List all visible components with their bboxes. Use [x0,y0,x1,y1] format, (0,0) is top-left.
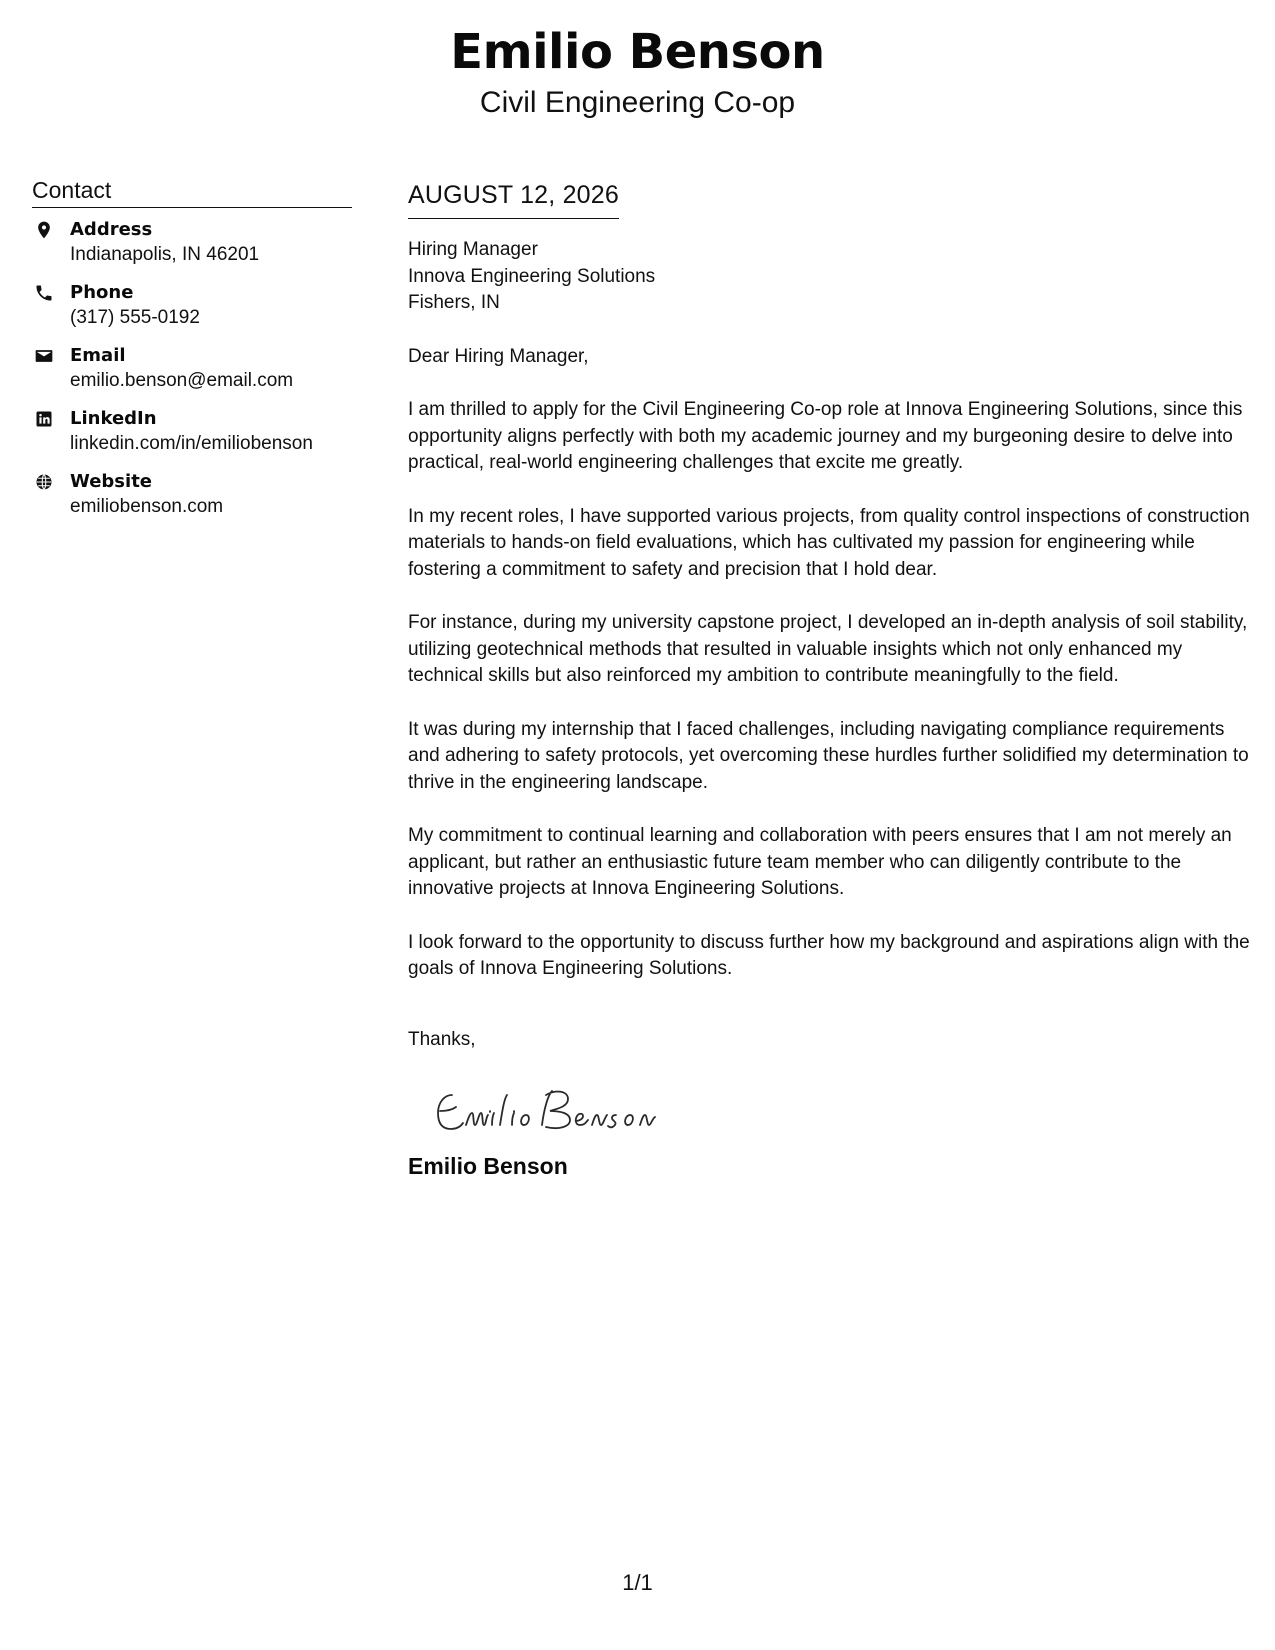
resume-header [0,20,1275,122]
contact-item-website [32,470,352,533]
letter-paragraph: I look forward to the opportunity to discuss further how my background and aspirations align with the goals of Innova Engineering Solutions. [408,931,1250,979]
page-number: 1/1 [622,1570,653,1595]
contact-sidebar [32,175,352,533]
recipient-title: Hiring Manager [408,239,538,260]
contact-value: linkedin.com/in/emiliobenson [70,433,313,454]
contact-label: Email [70,345,126,366]
closing: Thanks, [408,1028,476,1050]
signer-name: Emilio Benson [408,1153,568,1179]
contact-value: emiliobenson.com [70,496,224,517]
letter-paragraph: It was during my internship that I faced challenges, including navigating compliance requirements and adhering to safety protocols, yet overcoming these hurdles further solidified my determination to thrive in the engineering landscape. [408,718,1249,793]
contact-heading: Contact [32,175,352,208]
salutation: Dear Hiring Manager, [408,345,589,367]
letter-paragraph: In my recent roles, I have supported various projects, from quality control inspections of construction materials to hands-on field evaluations, which has cultivated my passion for engineering while fostering a commitment to safety and precision that I hold dear. [408,505,1250,580]
contact-value: Indianapolis, IN 46201 [70,244,260,265]
contact-value: emilio.benson@email.com [70,370,294,391]
handwritten-signature [430,1081,1253,1141]
applicant-name: Emilio Benson [450,24,825,80]
letter-paragraph: My commitment to continual learning and collaboration with peers ensures that I am not merely an applicant, but rather an enthusiastic future team member who can diligently contribute to the innovative projects at Innova Engineering Solutions. [408,825,1232,899]
letter-paragraph: For instance, during my university capstone project, I developed an in-depth analysis of soil stability, utilizing geotechnical methods that resulted in valuable insights which not only enhanced my technical skills but also reinforced my ambition to contribute meaningfully to the field. [408,612,1248,686]
phone-icon [34,283,54,303]
recipient-location: Fishers, IN [408,292,500,313]
contact-label: Website [70,471,153,492]
contact-label: Phone [70,282,134,303]
letter-date: AUGUST 12, 2026 [408,178,619,219]
contact-list [32,218,352,533]
envelope-icon [34,346,54,366]
contact-item-address [32,218,352,281]
recipient-company: Innova Engineering Solutions [408,265,656,287]
contact-label: Address [70,219,153,240]
contact-item-linkedin [32,407,352,470]
contact-item-email [32,344,352,407]
contact-value: (317) 555-0192 [70,307,200,328]
letter-paragraph: I am thrilled to apply for the Civil Engineering Co-op role at Innova Engineering Solutions, since this opportunity aligns perfectly with both my academic journey and my burgeoning desire to delve into practical, real-world engineering challenges that excite me greatly. [408,399,1243,473]
applicant-role: Civil Engineering Co-op [479,86,796,119]
contact-item-phone [32,281,352,344]
globe-icon [34,472,54,492]
recipient-block [408,237,1253,317]
linkedin-icon [34,409,54,429]
contact-label: LinkedIn [70,408,157,429]
cover-letter-body [408,178,1253,1181]
map-pin-icon [34,220,54,240]
